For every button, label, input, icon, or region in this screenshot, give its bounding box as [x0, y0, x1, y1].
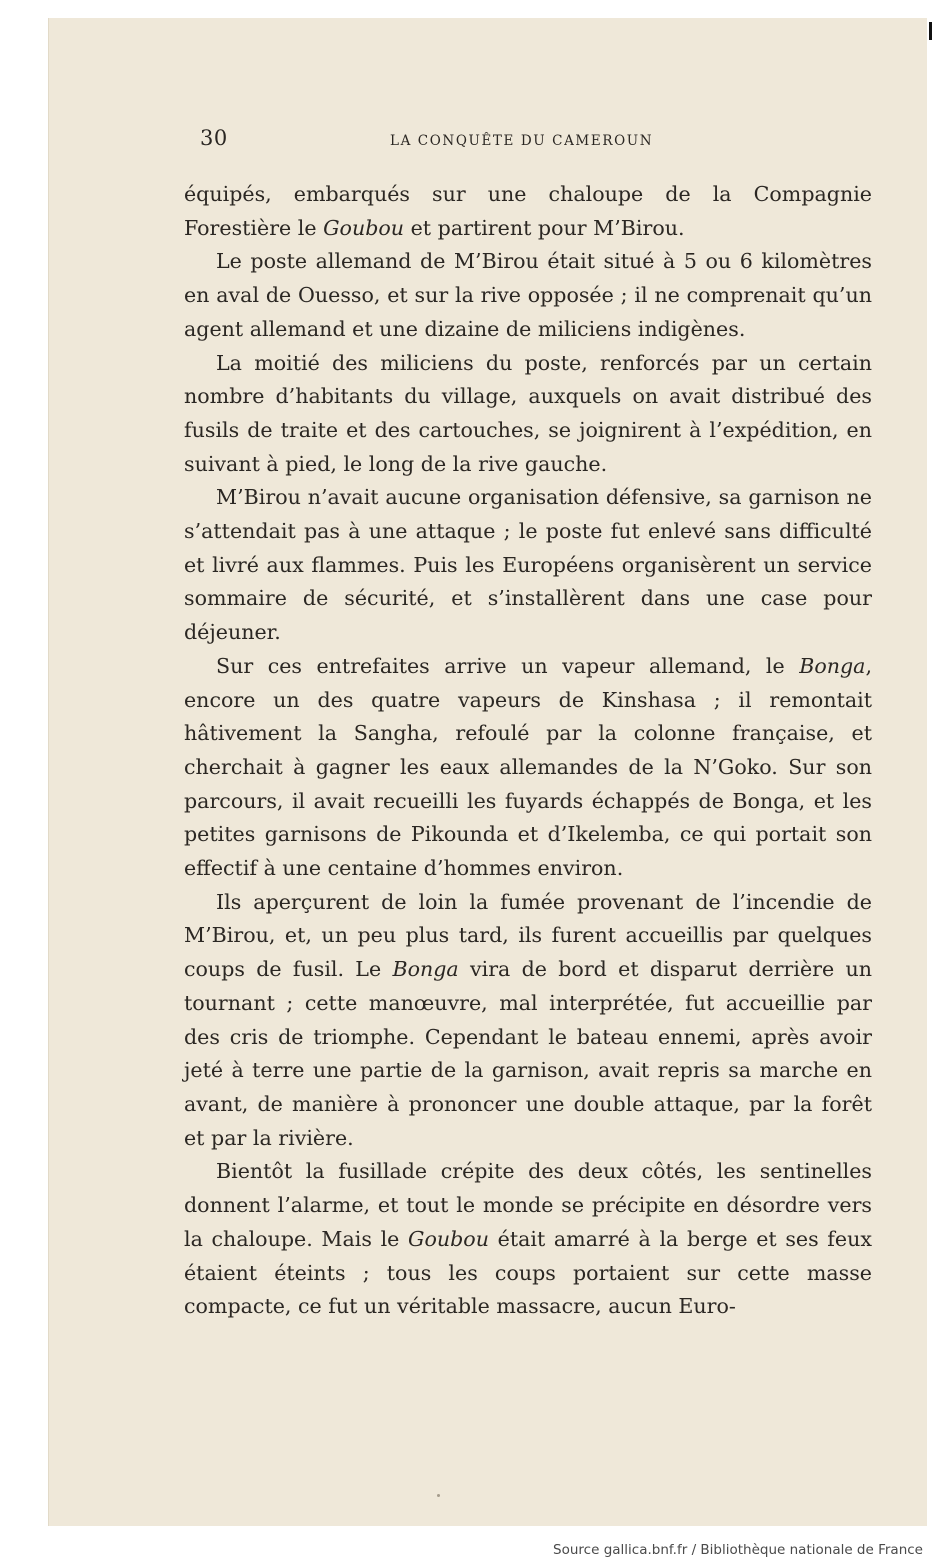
paragraph — [184, 1155, 872, 1324]
text-run-italic: Goubou — [408, 1226, 489, 1251]
paragraph — [184, 245, 872, 346]
text-run-italic: Bonga — [392, 957, 459, 982]
text-run: M’Birou n’avait aucune organisation défensive, sa garnison ne s’attendait pas à une attaque ; le poste fut enlevé sans difficulté et livré aux flammes. Puis les Européens organisèrent un service sommaire de sécurité, et s’installèrent dans une case pour déjeuner. — [184, 485, 872, 645]
text-run: équipés, embarqués sur une chaloupe de la Compagnie Forestière le — [184, 182, 872, 240]
text-run: vira de bord et disparut derrière un tournant ; cette manœuvre, mal interprétée, fut accueillie par des cris de triomphe. Cependant le bateau ennemi, après avoir jeté à terre une partie de la garnison, avait repris sa marche en avant, de manière à prononcer une double attaque, par la forêt et par la rivière. — [184, 957, 872, 1150]
text-run: et partirent pour M’Birou. — [404, 215, 685, 240]
paragraph — [184, 481, 872, 650]
page-number: 30 — [200, 126, 228, 150]
paragraph — [184, 886, 872, 1156]
text-run: Bientôt la fusillade crépite des deux côtés, les sentinelles donnent l’alarme, et tout le monde se précipite en désordre vers la chaloupe. Mais le — [184, 1159, 872, 1251]
text-run-italic: Bonga — [799, 653, 866, 678]
text-run: Le poste allemand de M’Birou était situé à 5 ou 6 kilomètres en aval de Ouesso, et sur la rive opposée ; il ne comprenait qu’un agent allemand et une dizaine de miliciens indigènes. — [184, 249, 872, 341]
running-head: LA CONQUÊTE DU CAMEROUN — [390, 133, 654, 149]
text-run: , encore un des quatre vapeurs de Kinshasa ; il remontait hâtivement la Sangha, refoulé par la colonne française, et cherchait à gagner les eaux allemandes de la N’Goko. Sur son parcours, il avait recueilli les fuyards échappés de Bonga, et les petites garnisons de Pikounda et d’Ikelemba, ce qui portait son effectif à une centaine d’hommes environ. — [184, 653, 872, 881]
paragraph — [184, 178, 872, 245]
paragraph — [184, 347, 872, 482]
text-run: Ils aperçurent de loin la fumée provenant de l’incendie de M’Birou, et, un peu plus tard, ils furent accueillis par quelques coups de fusil. Le — [184, 889, 872, 982]
text-run-italic: Goubou — [323, 215, 405, 240]
text-run: La moitié des miliciens du poste, renforcés par un certain nombre d’habitants du village, auxquels on avait distribué des fusils de traite et des cartouches, se joignirent à l’expédition, en suivant à pied, le long de la rive gauche. — [184, 350, 872, 476]
source-credit: Source gallica.bnf.fr / Bibliothèque nationale de France — [553, 1542, 923, 1558]
scan-edge-mark — [929, 22, 932, 40]
text-run: était amarré à la berge et ses feux étaient éteints ; tous les coups portaient sur cette masse compacte, ce fut un véritable massacre, aucun Euro- — [184, 1226, 872, 1319]
source-footer — [0, 1538, 935, 1566]
paper-speck — [437, 1494, 440, 1497]
page-header — [200, 126, 892, 156]
body-text — [184, 178, 872, 1324]
paragraph — [184, 650, 872, 886]
text-run: Sur ces entrefaites arrive un vapeur allemand, le — [216, 653, 800, 678]
